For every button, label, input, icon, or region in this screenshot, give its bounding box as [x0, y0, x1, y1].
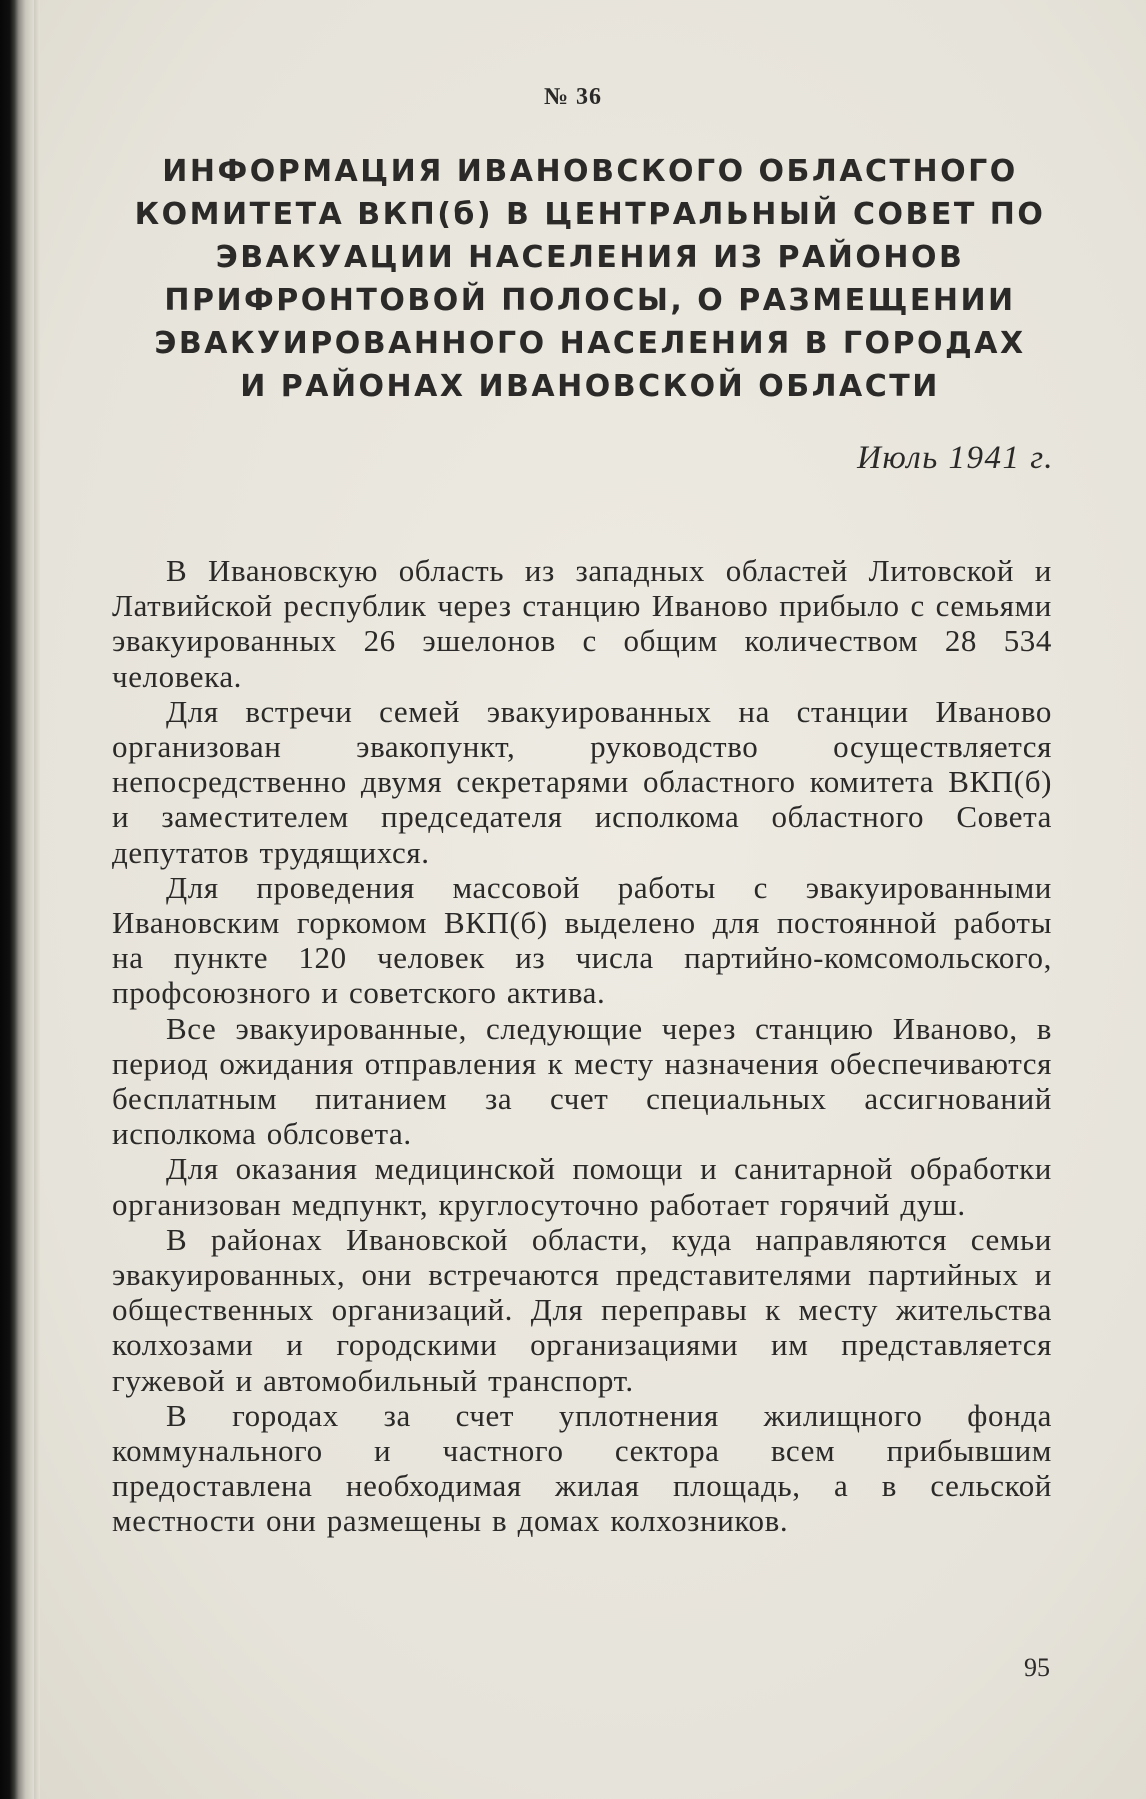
- title-line: И РАЙОНАХ ИВАНОВСКОЙ ОБЛАСТИ: [240, 369, 940, 404]
- page-gutter: [34, 0, 40, 1799]
- body-paragraph: Для оказания медицинской помощи и санитарной обработки организован медпункт, круглосуточно работает горячий душ.: [112, 1151, 1052, 1222]
- book-binding: [0, 0, 34, 1799]
- title-line: ИНФОРМАЦИЯ ИВАНОВСКОГО ОБЛАСТНОГО: [162, 154, 1018, 189]
- title-line: ЭВАКУИРОВАННОГО НАСЕЛЕНИЯ В ГОРОДАХ: [154, 326, 1026, 361]
- title-line: КОМИТЕТА ВКП(б) В ЦЕНТРАЛЬНЫЙ СОВЕТ ПО: [134, 197, 1046, 232]
- body-paragraph: Для проведения массовой работы с эвакуированными Ивановским горкомом ВКП(б) выделено для постоянной работы на пункте 120 человек из числа партийно-комсомольского, профсоюзного и советского актива.: [112, 869, 1052, 1011]
- title-line: ПРИФРОНТОВОЙ ПОЛОСЫ, О РАЗМЕЩЕНИИ: [164, 283, 1016, 318]
- document-title: [130, 150, 1050, 408]
- body-paragraph: В городах за счет уплотнения жилищного фонда коммунального и частного сектора всем прибывшим предоставлена необходимая жилая площадь, а в сельской местности они размещены в домах колхозников.: [112, 1397, 1052, 1539]
- body-paragraph: Все эвакуированные, следующие через станцию Иваново, в период ожидания отправления к месту назначения обеспечиваются бесплатным питанием за счет специальных ассигнований исполкома облсовета.: [112, 1010, 1052, 1152]
- document-date: Июль 1941 г.: [857, 440, 1054, 476]
- document-body: [112, 553, 1052, 1539]
- document-number: № 36: [543, 84, 603, 110]
- body-paragraph: В районах Ивановской области, куда направляются семьи эвакуированных, они встречаются представителями партийных и общественных организаций. Для переправы к месту жительства колхозами и городскими организациями им представляется гужевой и автомобильный транспорт.: [112, 1221, 1052, 1398]
- body-paragraph: Для встречи семей эвакуированных на станции Иваново организован эвакопункт, руководство осуществляется непосредственно двумя секретарями областного комитета ВКП(б) и заместителем председателя исполкома областного Совета депутатов трудящихся.: [112, 693, 1052, 870]
- title-line: ЭВАКУАЦИИ НАСЕЛЕНИЯ ИЗ РАЙОНОВ: [215, 240, 965, 275]
- body-paragraph: В Ивановскую область из западных областей Литовской и Латвийской республик через станцию Иваново прибыло с семьями эвакуированных 26 эшелонов с общим количеством 28 534 человека.: [112, 553, 1052, 694]
- page-number: 95: [1024, 1653, 1050, 1682]
